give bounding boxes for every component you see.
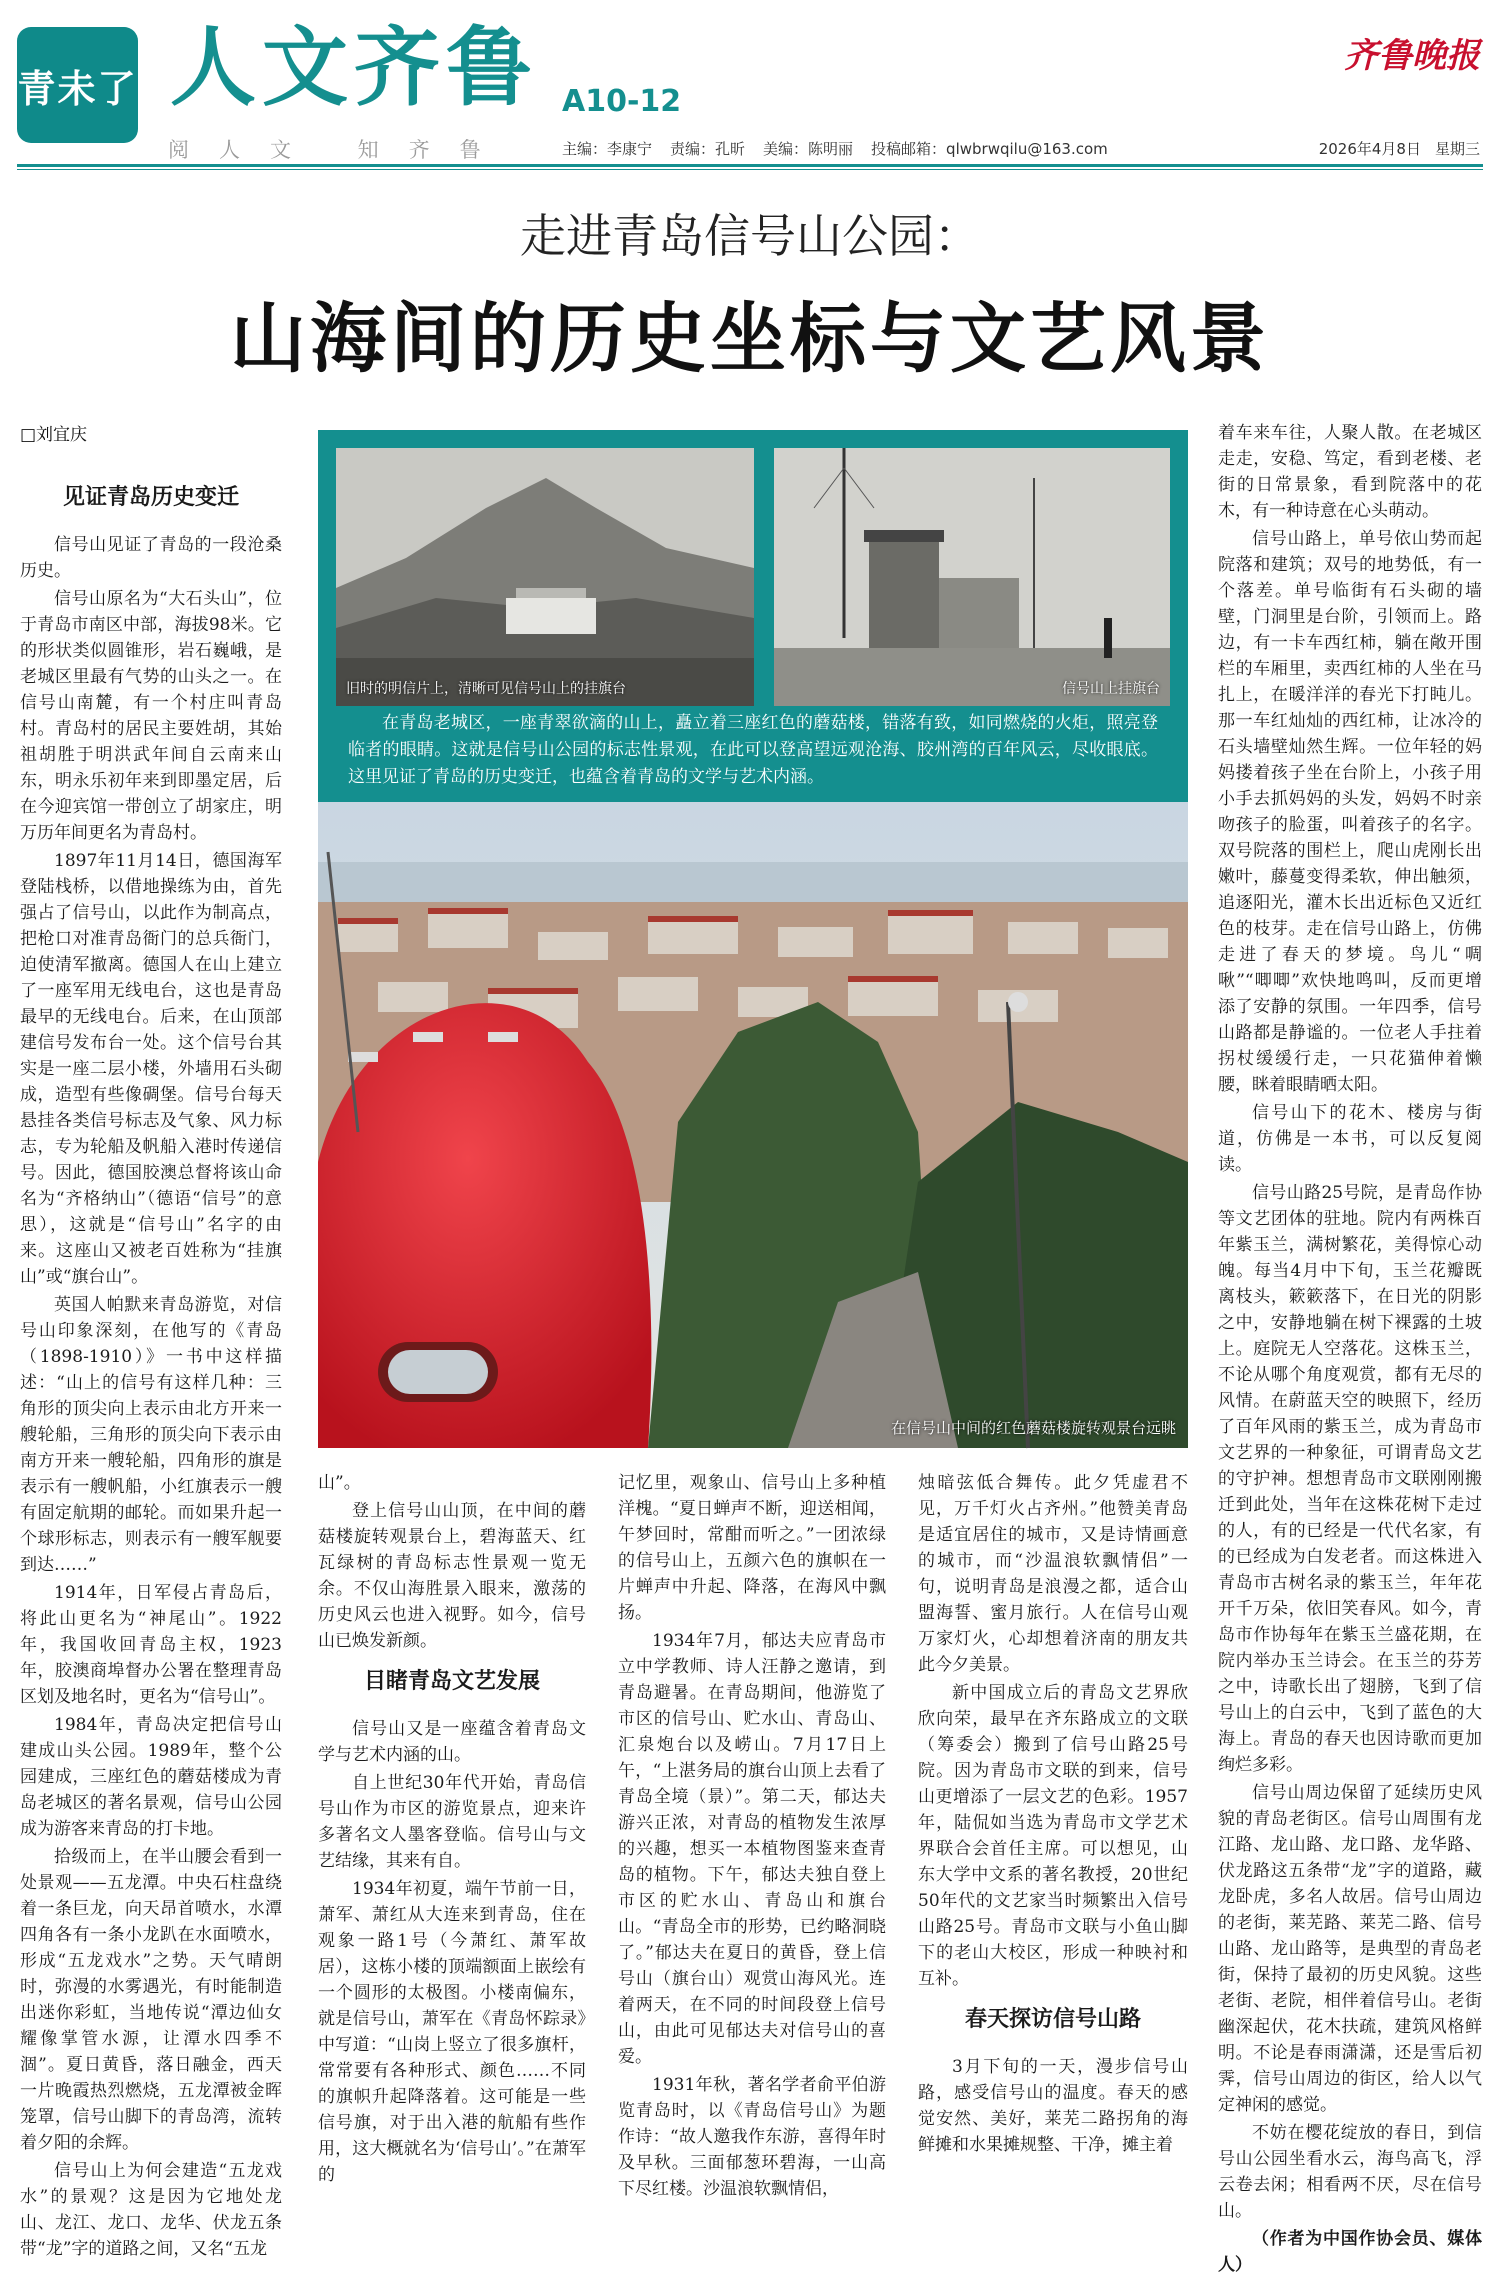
paragraph: 英国人帕默来青岛游览，对信号山印象深刻，在他写的《青岛（1898-1910）》一书中这样描述：“山上的信号有这样几种：三角形的顶尖向上表示由北方开来一艘轮船，三角形的顶尖向下表示由南方开来一艘轮船，四角形的旗是表示有一艘帆船，小红旗表示一艘有固定航期的邮轮。而如果升起一个球形标志，则表示有一艘军舰要到达……” [20, 1295, 282, 1575]
art-editor: 美编：陈明丽 [763, 140, 854, 158]
paragraph: 信号山上为何会建造“五龙戏水”的景观？这是因为它地处龙山、龙江、龙口、龙华、伏龙五条带“龙”字的道路之间，又名“五龙 [20, 2161, 282, 2259]
weekday: 星期三 [1434, 140, 1480, 158]
masthead-rule [17, 164, 1483, 167]
masthead [0, 0, 1500, 175]
article-headline: 山海间的历史坐标与文艺风景 [230, 294, 1270, 383]
paragraph: 信号山路25号院，是青岛作协等文艺团体的驻地。院内有两株百年紫玉兰，满树繁花，美得惊心动魄。每当4月中下旬，玉兰花瓣既离枝头，簌簌落下，在日光的阴影之中，安静地躺在树下裸露的土坡上。庭院无人空落花。这株玉兰，不论从哪个角度观赏，都有无尽的风情。在蔚蓝天空的映照下，经历了百年风雨的紫玉兰，成为青岛市文艺界的一种象征，可谓青岛文艺的守护神。想想青岛市文联刚刚搬迁到此处，当年在这株花树下走过的人，有的已经是一代代名家，有的已经成为白发老者。而这株进入青岛市古树名录的紫玉兰，年年花开千万朵，依旧笑春风。如今，青岛市作协每年在紫玉兰盛花期，在院内举办玉兰诗会。在玉兰的芬芳之中，诗歌长出了翅膀，飞到了信号山上的白云中，飞到了蓝色的大海上。青岛的春天也因诗歌而更加绚烂多彩。 [1218, 1183, 1482, 1775]
paragraph: 烛暗弦低合舞传。此夕凭虚君不见，万千灯火占齐州。”他赞美青岛是适宜居住的城市，又是诗情画意的城市，而“沙温浪软飘情侣”一句，说明青岛是浪漫之都，适合山盟海誓、蜜月旅行。人在信号山观万家灯火，心却想着济南的朋友共此今夕美景。 [918, 1473, 1188, 1675]
photo-panel [318, 430, 1188, 802]
intro-text: 在青岛老城区，一座青翠欲滴的山上，矗立着三座红色的蘑菇楼，错落有致，如同燃烧的火炬，照亮登临者的眼睛。这就是信号山公园的标志性景观，在此可以登高望远观沧海、胶州湾的百年风云，尽收眼底。这里见证了青岛的历史变迁，也蕴含着青岛的文学与艺术内涵。 [348, 713, 1158, 787]
paragraph: 不妨在樱花绽放的春日，到信号山公园坐看水云，海鸟高飞，浮云卷去闲；相看两不厌，尽在信号山。 [1218, 2123, 1482, 2221]
credits [562, 138, 1108, 159]
column-4 [918, 1470, 1188, 2195]
section-heading-spring: 春天探访信号山路 [964, 2006, 1141, 2032]
flag-station-photo [774, 448, 1170, 706]
old-postcard-photo [336, 448, 754, 706]
main-photo-red-dome [318, 802, 1188, 1448]
paragraph: 信号山下的花木、楼房与街道，仿佛是一本书，可以反复阅读。 [1218, 1103, 1482, 1175]
column-2 [318, 1470, 586, 2195]
paragraph: 3月下旬的一天，漫步信号山路，感受信号山的温度。春天的感觉安然、美好，莱芜二路拐角的海鲜摊和水果摊规整、干净，摊主着 [918, 2057, 1188, 2155]
section-heading-arts: 目睹青岛文艺发展 [363, 1668, 540, 1694]
article-kicker: 走进青岛信号山公园： [520, 209, 980, 263]
logo: 青未了 [17, 27, 138, 143]
section-title: 人文齐鲁 [170, 17, 538, 118]
submission-email[interactable]: 投稿邮箱：qlwbrwqilu@163.com [871, 140, 1108, 158]
main-photo-caption: 在信号山中间的红色蘑菇楼旋转观景台远眺 [890, 1419, 1176, 1437]
column-5 [1218, 420, 1482, 2275]
column-3 [618, 1470, 886, 2199]
byline: □刘宜庆 [20, 425, 88, 445]
column-1 [20, 470, 282, 2259]
photo-caption: 信号山上挂旗台 [1062, 681, 1160, 697]
paragraph: 着车来车往，人聚人散。在老城区走走，安稳、笃定，看到老楼、老街的日常景象，看到院落中的花木，有一种诗意在心头萌动。 [1218, 423, 1482, 521]
paragraph: 1931年秋，著名学者俞平伯游览青岛时，以《青岛信号山》为题作诗：“故人邀我作东游，喜得年时及早秋。三面郁葱环碧海，一山高下尽红楼。沙温浪软飘情侣， [618, 2075, 886, 2199]
paragraph: 信号山周边保留了延续历史风貌的青岛老街区。信号山周围有龙江路、龙山路、龙口路、龙华路、伏龙路这五条带“龙”字的道路，藏龙卧虎，多名人故居。信号山周边的老街，莱芜路、莱芜二路、信号山路、龙山路等，是典型的青岛老街，保持了最初的历史风貌。这些老街、老院，相伴着信号山。老街幽深起伏，花木扶疏，建筑风格鲜明。不论是春雨潇潇，还是雪后初霁，信号山周边的街区，给人以气定神闲的感觉。 [1218, 1783, 1482, 2115]
newspaper-brand: 齐鲁晚报 [1344, 36, 1480, 76]
slogan: 阅人文 知齐鲁 [168, 138, 511, 162]
paragraph: 自上世纪30年代开始，青岛信号山作为市区的游览景点，迎来许多著名文人墨客登临。信号山与文艺结缘，其来有自。 [318, 1773, 586, 1871]
paragraph: 1914年，日军侵占青岛后，将此山更名为“神尾山”。1922年，我国收回青岛主权，1923年，胶澳商埠督办公署在整理青岛区划及地名时，更名为“信号山”。 [20, 1583, 282, 1707]
photo-caption: 旧时的明信片上，清晰可见信号山上的挂旗台 [346, 681, 626, 697]
paragraph: 新中国成立后的青岛文艺界欣欣向荣，最早在齐东路成立的文联（筹委会）搬到了信号山路25号院。因为青岛市文联的到来，信号山更增添了一层文艺的色彩。1957年，陆侃如当选为青岛市文学艺术界联合会首任主席。可以想见，山东大学中文系的著名教授，20世纪50年代的文艺家当时频繁出入信号山路25号。青岛市文联与小鱼山脚下的老山大校区，形成一种映衬和互补。 [918, 1683, 1188, 1989]
chief-editor: 主编：李康宁 [562, 140, 653, 158]
paragraph: 1934年初夏，端午节前一日，萧军、萧红从大连来到青岛，住在观象一路1号（今萧红、萧军故居），这栋小楼的顶端额面上嵌绘有一个圆形的太极图。小楼南偏东，就是信号山，萧军在《青岛怀踪录》中写道：“山岗上竖立了很多旗杆，常常要有各种形式、颜色……不同的旗帜升起降落着。这可能是一些信号旗，对于出入港的航船有些作用，这大概就名为‘信号山’。”在萧军的 [318, 1879, 586, 2185]
masthead-rule-thin [17, 169, 1483, 170]
editor: 责编：孔昕 [670, 140, 746, 158]
paragraph: 1984年，青岛决定把信号山建成山头公园。1989年，整个公园建成，三座红色的蘑菇楼成为青岛老城区的著名景观，信号山公园成为游客来青岛的打卡地。 [20, 1715, 282, 1839]
paragraph: 1934年7月，郁达夫应青岛市立中学教师、诗人汪静之邀请，到青岛避暑。在青岛期间，他游览了市区的信号山、贮水山、青岛山、汇泉炮台以及崂山。7月17日上午，“上湛务局的旗台山顶上去看了青岛全境（景）”。第二天，郁达夫游兴正浓，对青岛的植物发生浓厚的兴趣，想买一本植物图鉴来查青岛的植物。下午，郁达夫独自登上市区的贮水山、青岛山和旗台山。“青岛全市的形势，已约略洞晓了。”郁达夫在夏日的黄昏，登上信号山（旗台山）观赏山海风光。连着两天，在不同的时间段登上信号山，由此可见郁达夫对信号山的喜爱。 [618, 1631, 886, 2067]
paragraph: 记忆里，观象山、信号山上多种植洋槐。“夏日蝉声不断，迎送相闻，午梦回时，常酣而听之。”一团浓绿的信号山上，五颜六色的旗帜在一片蝉声中升起、降落，在海风中飘扬。 [618, 1473, 886, 1623]
paragraph: 信号山见证了青岛的一段沧桑历史。 [20, 535, 282, 581]
paragraph: 信号山路上，单号依山势而起院落和建筑；双号的地势低，有一个落差。单号临街有石头砌的墙壁，门洞里是台阶，引领而上。路边，有一卡车西红柿，躺在敞开围栏的车厢里，卖西红柿的人坐在马扎上，在暖洋洋的春光下打盹儿。那一车红灿灿的西红柿，让冰冷的石头墙壁灿然生辉。一位年轻的妈妈搂着孩子坐在台阶上，小孩子用小手去抓妈妈的头发，妈妈不时亲吻孩子的脸蛋，叫着孩子的名字。双号院落的围栏上，爬山虎刚长出嫩叶，藤蔓变得柔软，伸出触须，追逐阳光，灌木长出近标色又近红色的枝芽。走在信号山路上，仿佛走进了春天的梦境。鸟儿“啁啾”“唧唧”欢快地鸣叫，反而更增添了安静的氛围。一年四季，信号山路都是静谧的。一位老人手拄着拐杖缓缓行走，一只花猫伸着懒腰，眯着眼睛晒太阳。 [1218, 529, 1482, 1095]
page-code: A10-12 [562, 84, 682, 119]
section-heading-history: 见证青岛历史变迁 [62, 484, 239, 510]
issue-date: 2026年4月8日 [1318, 140, 1421, 158]
paragraph: 登上信号山山顶，在中间的蘑菇楼旋转观景台上，碧海蓝天、红瓦绿树的青岛标志性景观一览无余。不仅山海胜景入眼来，激荡的历史风云也进入视野。如今，信号山已焕发新颜。 [318, 1501, 586, 1651]
paragraph: 信号山又是一座蕴含着青岛文学与艺术内涵的山。 [318, 1719, 586, 1765]
paragraph: 山”。 [318, 1473, 361, 1493]
paragraph: 信号山原名为“大石头山”，位于青岛市南区中部，海拔98米。它的形状类似圆锥形，岩石巍峨，是老城区里最有气势的山头之一。在信号山南麓，有一个村庄叫青岛村。青岛村的居民主要姓胡，其始祖胡胜于明洪武年间自云南来山东，明永乐初年来到即墨定居，后在今迎宾馆一带创立了胡家庄，明万历年间更名为青岛村。 [20, 589, 282, 843]
date-info [1319, 138, 1480, 159]
paragraph: 1897年11月14日，德国海军登陆栈桥，以借地操练为由，首先强占了信号山，以此作为制高点，把枪口对准青岛衙门的总兵衙门，迫使清军撤离。德国人在山上建立了一座军用无线电台，这也是青岛最早的无线电台。后来，在山顶部建信号发布台一处。这个信号台其实是一座二层小楼，外墙用石头砌成，造型有些像碉堡。信号台每天悬挂各类信号标志及气象、风力标志，专为轮船及帆船入港时传递信号。因此，德国胶澳总督将该山命名为“齐格纳山”（德语“信号”的意思），这就是“信号山”名字的由来。这座山又被老百姓称为“挂旗山”或“旗台山”。 [20, 851, 282, 1287]
paragraph: 拾级而上，在半山腰会看到一处景观——五龙潭。中央石柱盘绕着一条巨龙，向天昂首喷水，水潭四角各有一条小龙趴在水面喷水，形成“五龙戏水”之势。天气晴朗时，弥漫的水雾遇光，有时能制造出迷你彩虹，当地传说“潭边仙女耀像掌管水源，让潭水四季不涸”。夏日黄昏，落日融金，西天一片晚霞热烈燃烧，五龙潭被金晖笼罩，信号山脚下的青岛湾，流转着夕阳的余辉。 [20, 1847, 282, 2153]
author-note: （作者为中国作协会员、媒体人） [1218, 2229, 1482, 2275]
